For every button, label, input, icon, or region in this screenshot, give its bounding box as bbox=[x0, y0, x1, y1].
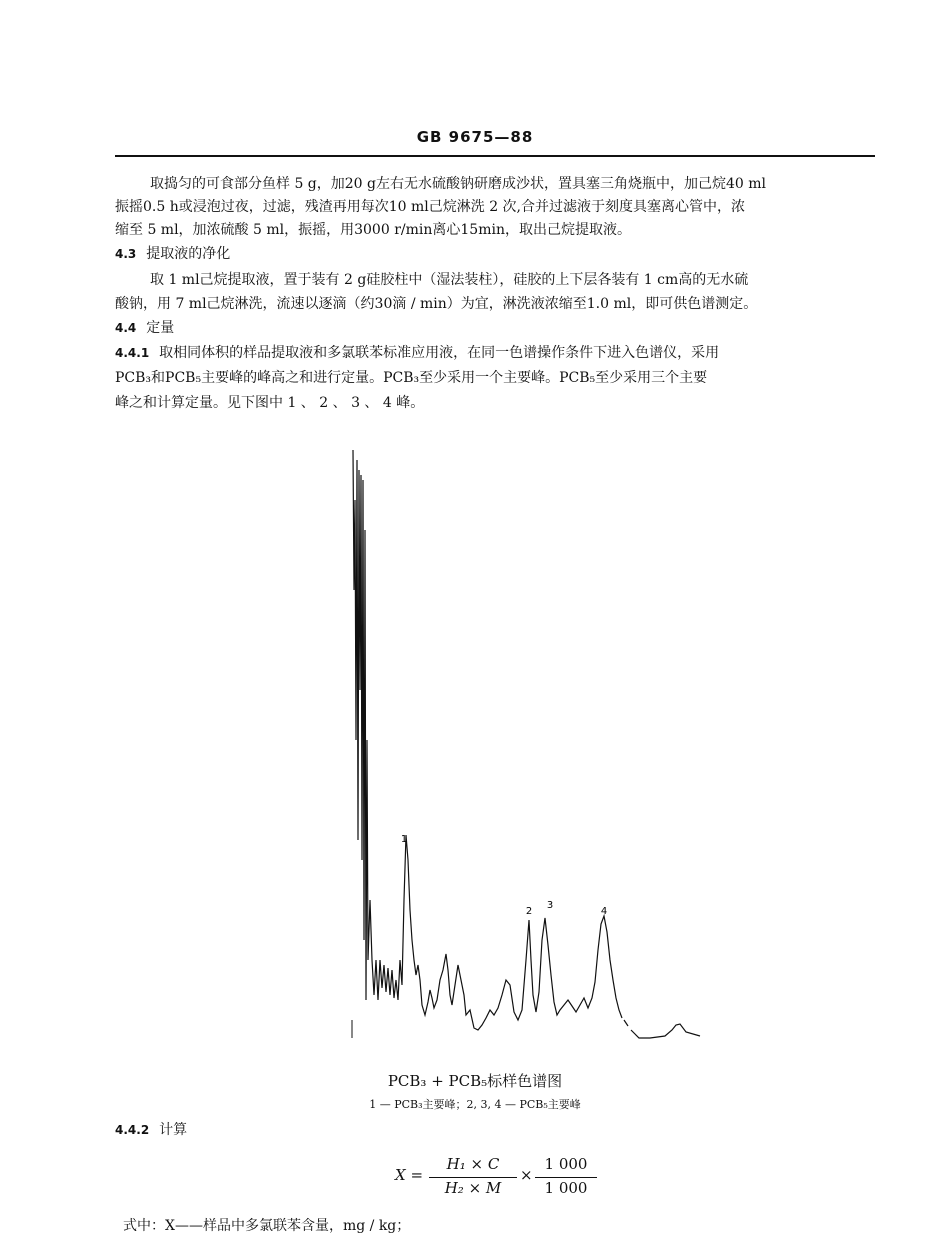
fraction-bar-2 bbox=[535, 1177, 597, 1178]
section-number: 4.3 bbox=[115, 247, 137, 261]
peak-label-3: 3 bbox=[546, 900, 554, 911]
section-number: 4.4 bbox=[115, 321, 137, 335]
peak-label-4: 4 bbox=[600, 906, 608, 917]
section-heading-4-3 bbox=[115, 244, 230, 264]
paragraph-line: 振摇0.5 h或浸泡过夜，过滤，残渣再用每次10 ml己烷淋洗 2 次,合并过滤液于刻度具塞离心管中，浓 bbox=[115, 199, 746, 215]
peak-label-2: 2 bbox=[525, 906, 533, 917]
chromatogram-chart bbox=[330, 440, 730, 1060]
formula-denominator-2: 1 000 bbox=[544, 1179, 588, 1197]
section-title: 定量 bbox=[146, 320, 175, 336]
calculation-formula bbox=[395, 1150, 655, 1210]
paragraph-line: 酸钠，用 7 ml己烷淋洗，流速以逐滴（约30滴 / min）为宜，淋洗液浓缩至1.0 ml，即可供色谱测定。 bbox=[115, 296, 758, 312]
section-title: 计算 bbox=[159, 1122, 188, 1138]
formula-times: × bbox=[520, 1166, 533, 1184]
formula-numerator-2: 1 000 bbox=[544, 1155, 588, 1173]
standard-code: GB 9675—88 bbox=[416, 128, 534, 146]
section-number: 4.4.1 bbox=[115, 346, 150, 360]
paragraph-line: 缩至 5 ml，加浓硫酸 5 ml，振摇，用3000 r/min离心15min，取出己烷提取液。 bbox=[115, 222, 631, 238]
formula-denominator-1: H₂ × M bbox=[444, 1179, 502, 1197]
formula-lhs: X = bbox=[395, 1166, 424, 1184]
fraction-bar-1 bbox=[429, 1177, 517, 1178]
chart-title: PCB₃ + PCB₅标样色谱图 bbox=[387, 1072, 563, 1090]
formula-numerator-1: H₁ × C bbox=[446, 1155, 500, 1173]
section-title: 提取液的净化 bbox=[146, 246, 231, 262]
chart-legend: 1 — PCB₃主要峰；2, 3, 4 — PCB₅主要峰 bbox=[369, 1098, 581, 1111]
paragraph-line-4-4-1 bbox=[115, 343, 719, 363]
header-rule bbox=[115, 155, 875, 157]
paragraph-line: 峰之和计算定量。见下图中 1 、 2 、 3 、 4 峰。 bbox=[115, 395, 425, 411]
peak-label-1: 1 bbox=[400, 834, 408, 845]
paragraph-line: 取 1 ml己烷提取液，置于装有 2 g硅胶柱中（湿法装柱），硅胶的上下层各装有 1 cm高的无水硫 bbox=[150, 272, 749, 288]
section-heading-4-4-2 bbox=[115, 1120, 187, 1140]
paragraph-line: PCB₃和PCB₅主要峰的峰高之和进行定量。PCB₃至少采用一个主要峰。PCB₅至少采用三个主要 bbox=[115, 370, 708, 386]
section-number: 4.4.2 bbox=[115, 1123, 150, 1137]
chromatogram-trace bbox=[353, 450, 700, 1038]
where-line: 式中：X——样品中多氯联苯含量，mg / kg； bbox=[123, 1218, 411, 1234]
section-heading-4-4 bbox=[115, 318, 174, 338]
paragraph-line: 取捣匀的可食部分鱼样 5 g，加20 g左右无水硫酸钠研磨成沙状，置具塞三角烧瓶中，加己烷40 ml bbox=[150, 176, 767, 192]
paragraph-text: 取相同体积的样品提取液和多氯联苯标准应用液，在同一色谱操作条件下进入色谱仪，采用 bbox=[159, 345, 720, 361]
